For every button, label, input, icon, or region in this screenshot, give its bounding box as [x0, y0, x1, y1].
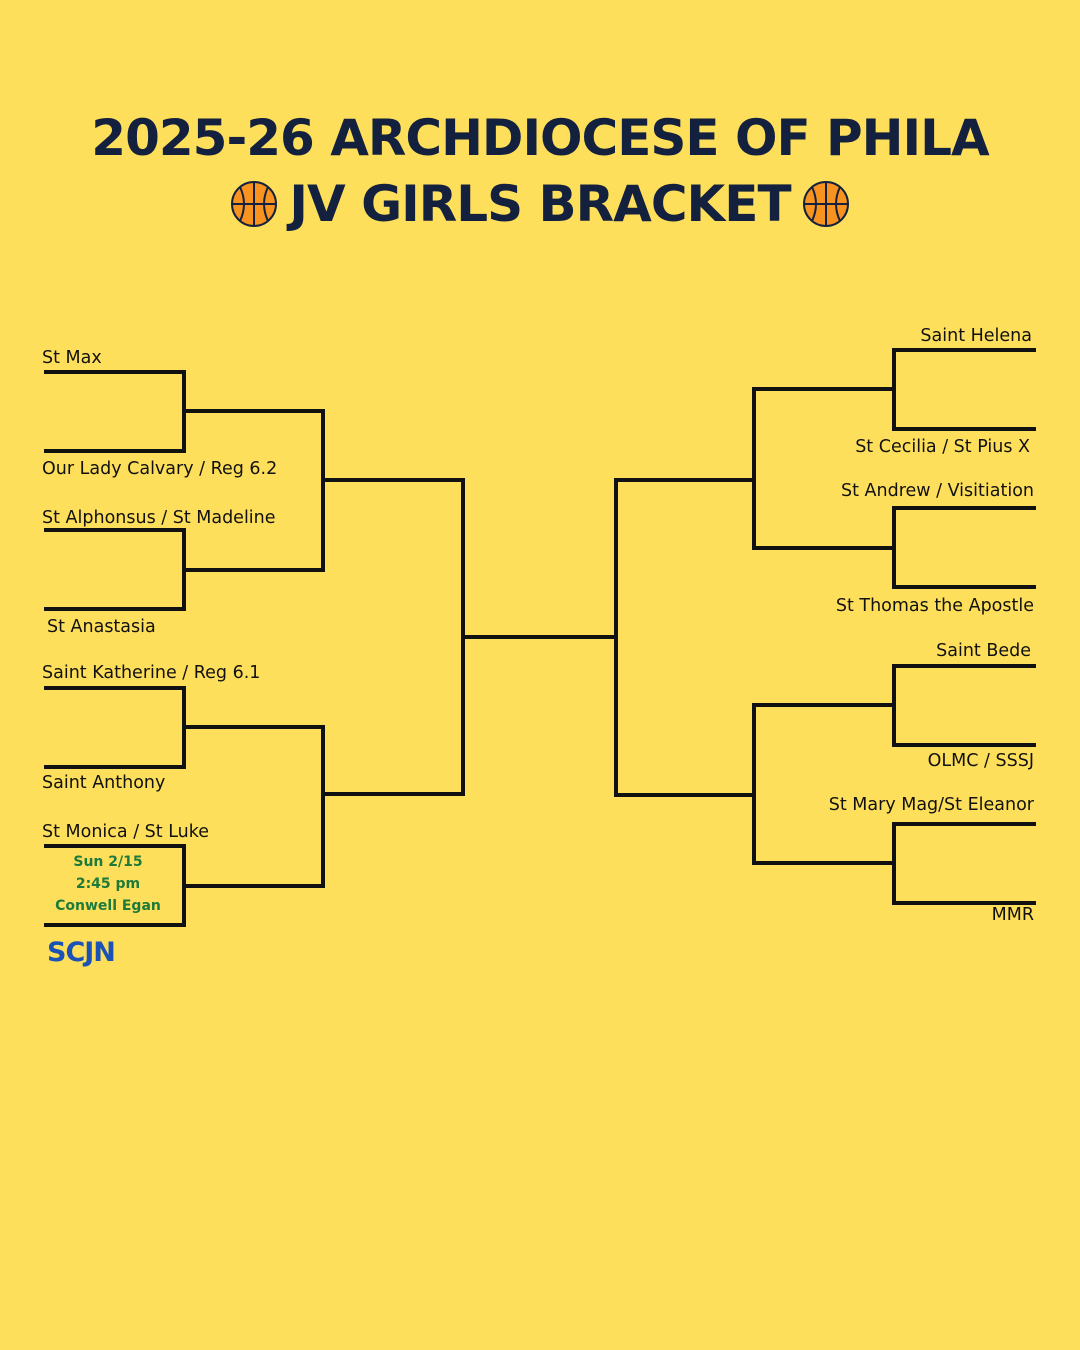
game-info [44, 851, 172, 917]
team-right-5: Saint Bede [936, 641, 1031, 661]
bracket-title-text: JV GIRLS BRACKET [289, 175, 791, 233]
bracket-line [894, 508, 1034, 587]
title-line-1: 2025-26 ARCHDIOCESE OF PHILA [91, 109, 989, 167]
bracket-line [46, 372, 184, 451]
game-date: Sun 2/15 [73, 854, 143, 870]
team-right-6: OLMC / SSSJ [927, 751, 1034, 771]
bracket-line [184, 411, 323, 570]
bracket-line [754, 389, 894, 548]
team-left-3: St Alphonsus / St Madeline [42, 508, 276, 528]
bracket-line [46, 530, 184, 609]
game-time: 2:45 pm [75, 876, 141, 892]
bracket-line [46, 688, 184, 767]
team-left-7: St Monica / St Luke [42, 822, 210, 842]
team-right-7: St Mary Mag/St Eleanor [828, 795, 1034, 815]
brand-logo: SCJN [47, 937, 115, 968]
team-left-6: Saint Anthony [42, 773, 166, 793]
team-right-3: St Andrew / Visitiation [840, 481, 1034, 501]
bracket-line [894, 666, 1034, 745]
bracket-line [754, 705, 894, 863]
team-left-2: Our Lady Calvary / Reg 6.2 [42, 459, 278, 479]
bracket-line [894, 350, 1034, 429]
bracket-line [184, 727, 323, 886]
team-right-8: MMR [991, 905, 1034, 925]
bracket-line [616, 480, 754, 795]
team-right-4: St Thomas the Apostle [835, 596, 1034, 616]
team-left-5: Saint Katherine / Reg 6.1 [42, 663, 261, 683]
team-right-2: St Cecilia / St Pius X [855, 437, 1030, 457]
team-left-1: St Max [42, 348, 102, 368]
team-right-1: Saint Helena [920, 326, 1032, 346]
team-left-4: St Anastasia [47, 617, 156, 637]
bracket-line [894, 824, 1034, 903]
bracket-line [323, 480, 463, 794]
game-location: Conwell Egan [55, 898, 161, 914]
